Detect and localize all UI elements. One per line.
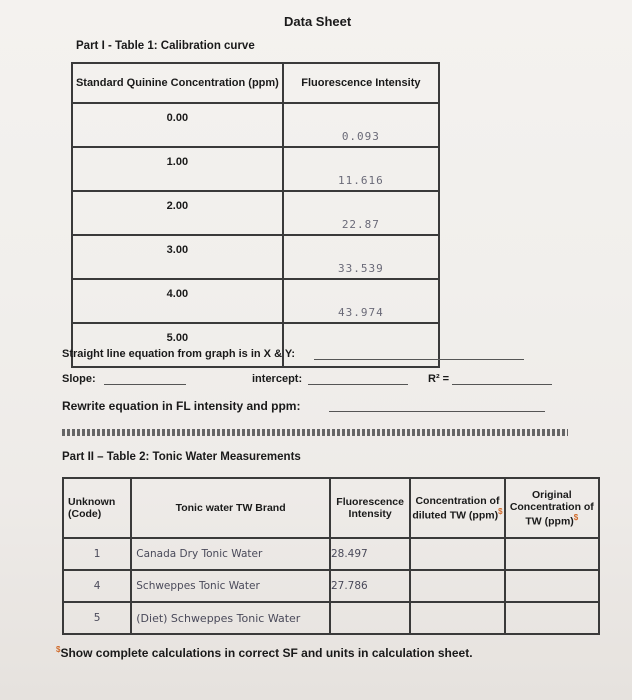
dollar-sup: $ [498, 506, 503, 516]
intercept-label: intercept: [252, 373, 303, 385]
diluted-cell[interactable] [410, 570, 504, 602]
table-row [72, 279, 439, 323]
line-equation-blank[interactable] [314, 359, 524, 360]
col-fluorescence-intensity: Fluorescence Intensity [283, 63, 439, 103]
rewrite-blank[interactable] [329, 411, 545, 412]
fl-cell[interactable] [283, 323, 439, 367]
brand-cell[interactable]: (Diet) Schweppes Tonic Water [131, 602, 330, 634]
original-concentration-label: Original Concentration of TW (ppm) [509, 488, 594, 528]
table-row [72, 323, 439, 367]
fl-cell[interactable]: 43.974 [283, 279, 439, 323]
conc-cell: 3.00 [72, 235, 283, 279]
slope-blank[interactable] [104, 384, 186, 385]
rewrite-label: Rewrite equation in FL intensity and ppm: [62, 399, 301, 413]
diluted-cell[interactable] [410, 538, 504, 570]
code-cell[interactable]: 4 [63, 570, 131, 602]
table-row [72, 191, 439, 235]
slope-label: Slope: [62, 373, 96, 385]
r2-blank[interactable] [452, 384, 552, 385]
col-original-concentration [505, 478, 599, 538]
table-row [72, 147, 439, 191]
fl-cell[interactable]: 28.497 [330, 538, 410, 570]
brand-cell[interactable]: Canada Dry Tonic Water [131, 538, 330, 570]
col-brand: Tonic water TW Brand [131, 478, 330, 538]
table-row [63, 538, 599, 570]
fl-cell[interactable] [330, 602, 410, 634]
page-title: Data Sheet [284, 14, 352, 29]
fl-cell[interactable]: 33.539 [283, 235, 439, 279]
fl-cell[interactable]: 11.616 [283, 147, 439, 191]
code-cell[interactable]: 5 [63, 602, 131, 634]
col-fluorescence: Fluorescence Intensity [330, 478, 410, 538]
footnote-mark: $ [56, 645, 61, 654]
section-divider-2 [62, 432, 568, 434]
original-cell[interactable] [505, 602, 599, 634]
r2-label: R² = [428, 373, 450, 385]
diluted-cell[interactable] [410, 602, 504, 634]
intercept-blank[interactable] [308, 384, 408, 385]
fl-cell[interactable]: 27.786 [330, 570, 410, 602]
tonic-water-table [62, 477, 600, 635]
table-row [63, 570, 599, 602]
col-diluted-concentration [410, 478, 504, 538]
footnote [56, 645, 473, 660]
conc-cell: 5.00 [72, 323, 283, 367]
conc-cell: 1.00 [72, 147, 283, 191]
fl-cell[interactable]: 0.093 [283, 103, 439, 147]
table-row [72, 103, 439, 147]
table-row [72, 235, 439, 279]
footnote-text: Show complete calculations in correct SF and units in calculation sheet. [60, 646, 473, 660]
conc-cell: 0.00 [72, 103, 283, 147]
col-unknown-code: Unknown (Code) [63, 478, 131, 538]
col-standard-concentration: Standard Quinine Concentration (ppm) [72, 63, 283, 103]
original-cell[interactable] [505, 570, 599, 602]
part2-heading: Part II – Table 2: Tonic Water Measurements [62, 451, 301, 463]
original-cell[interactable] [505, 538, 599, 570]
code-cell[interactable]: 1 [63, 538, 131, 570]
dollar-sup: $ [573, 512, 579, 522]
conc-cell: 2.00 [72, 191, 283, 235]
fl-cell[interactable]: 22.87 [283, 191, 439, 235]
part1-heading: Part I - Table 1: Calibration curve [76, 40, 255, 52]
line-equation-label: Straight line equation from graph is in X & Y: [62, 348, 296, 360]
calibration-table [71, 62, 440, 368]
brand-cell[interactable]: Schweppes Tonic Water [131, 570, 330, 602]
table-row [63, 602, 599, 634]
diluted-concentration-label: Concentration of diluted TW (ppm) [412, 494, 500, 522]
conc-cell: 4.00 [72, 279, 283, 323]
